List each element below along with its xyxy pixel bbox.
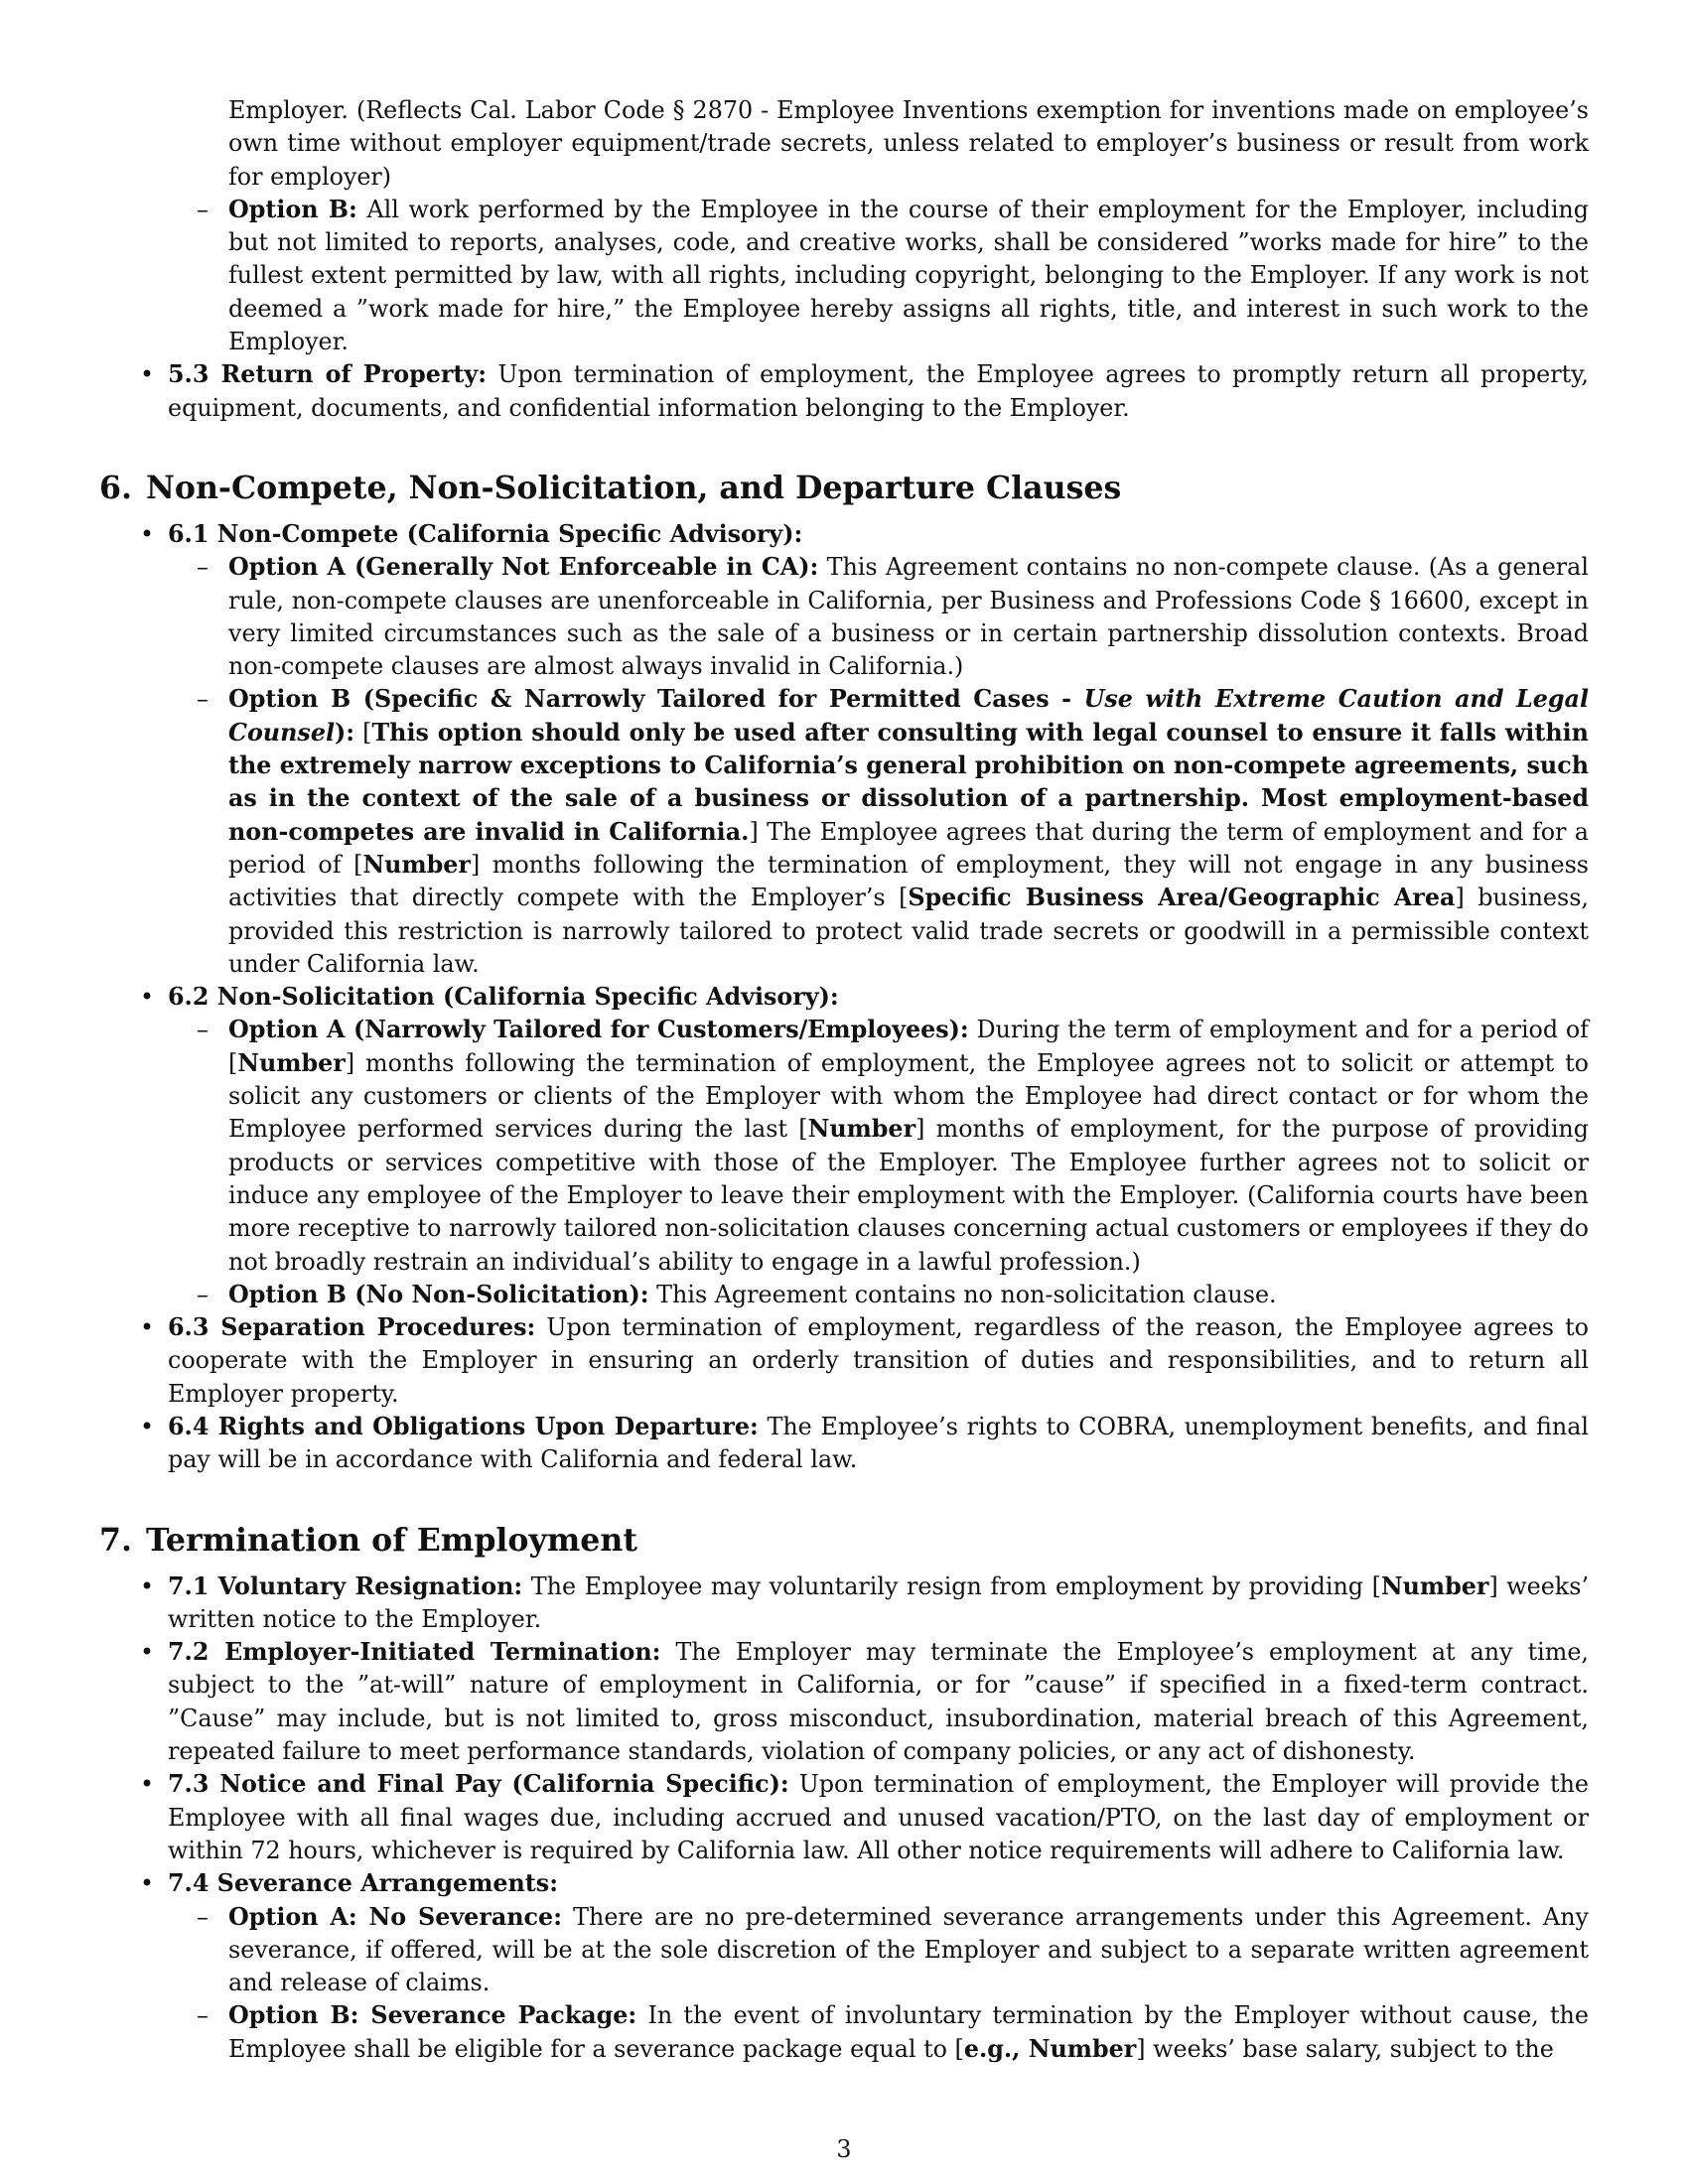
clause-label: 7.4 Severance Arrangements: [168,1869,558,1898]
clause-text: Upon termination of employment, the Employee agrees to promptly return all property, equipment, documents, and confidential information belonging to the Employer. [168,360,1589,422]
section-number: 6. [99,469,132,506]
clause-label: 7.3 Notice and Final Pay (California Specific): [168,1770,789,1799]
option-label: Option B: [228,195,357,223]
option-label: Option B (No Non-Solicitation): [228,1280,649,1308]
clause-6-3 [168,1311,1589,1411]
option-a-continuation: Employer. (Reflects Cal. Labor Code § 2870 - Employee Inventions exemption for inventions made on employee’s own time without employer equipment/trade secrets, unless related to employer’s business or result from work for employer) [228,96,1589,191]
option-label: Option A (Generally Not Enforceable in CA): [228,553,819,582]
clause-label: 7.1 Voluntary Resignation: [168,1571,523,1600]
clause-6-2 [168,981,1589,1014]
option-text: There are no pre-determined severance arrangements under this Agreement. Any severance, if offered, will be at the sole discretion of the Employer and subject to a separate written agreement and release of claims. [228,1902,1589,1997]
clause-6-1 [168,518,1589,551]
option-text: This Agreement contains no non-solicitation clause. [656,1280,1277,1308]
option-6-1-a [228,551,1589,683]
option-6-2-b [228,1279,1589,1311]
option-label: Option B (Specific & Narrowly Tailored for Permitted Cases - Use with Extreme Caution and Legal Counsel): [228,685,1590,747]
clause-text: The Employer may terminate the Employee’s employment at any time, subject to the ”at-will” nature of employment in California, or for ”cause” if specified in a fixed-term contract. ”Cause” may include, but is not limited to, gross misconduct, insubordination, material breach of this Agreement, repeated failure to meet performance standards, violation of company policies, or any act of dishonesty. [168,1638,1589,1766]
option-text: All work performed by the Employee in the course of their employment for the Employer, including but not limited to reports, analyses, code, and creative works, shall be considered ”works made for hire” to the fullest extent permitted by law, with all rights, including copyright, belonging to the Employer. If any work is not deemed a ”work made for hire,” the Employee hereby assigns all rights, title, and interest in such work to the Employer. [228,195,1589,356]
legal-warning: This option should only be used after consulting with legal counsel to ensure it falls within the extremely narrow exceptions to California’s general prohibition on non-compete agreements, such as in the context of the sale of a business or dissolution of a partnership. Most employment-based non-competes are invalid in California. [228,718,1589,846]
placeholder: Number [807,1115,916,1144]
option-text: This Agreement contains no non-compete clause. (As a general rule, non-compete clauses are unenforceable in California, per Business and Professions Code § 16600, except in very limited circumstances such as the sale of a business or in certain partnership dissolution contexts. Broad non-compete clauses are almost always invalid in California.) [228,553,1589,681]
option-label: Option A (Narrowly Tailored for Customers/Employees): [228,1016,969,1044]
clause-label: 7.2 Employer-Initiated Termination: [168,1638,661,1667]
clause-6-4 [168,1411,1589,1477]
caution-note: Use with Extreme Caution and Legal Counsel [228,685,1590,747]
document-page [99,94,1589,2066]
clause-7-3 [168,1768,1589,1867]
clause-text: Upon termination of employment, regardless of the reason, the Employee agrees to cooperate with the Employer in ensuring an orderly transition of duties and responsibilities, and to return all Employer property. [168,1313,1589,1408]
section-number: 7. [99,1521,132,1559]
option-7-4-b: – Option B: Severance Package: In the event of involuntary termination by the Employer without cause, the Employee shall be eligible for a severance package equal to [e.g., Number] weeks’ base salary, subject to the [228,1999,1589,2066]
option-7-4-a [228,1901,1589,2000]
section-title: Non-Compete, Non-Solicitation, and Departure Clauses [146,469,1122,506]
section-title: Termination of Employment [146,1521,637,1559]
option-6-1-b: – Option B (Specific & Narrowly Tailored for Permitted Cases - Use with Extreme Caution and Legal Counsel): [This option should only be used after consulting with legal counsel to ensure it falls within the extremely narrow exceptions to California’s general prohibition on non-compete agreements, such as in the context of the sale of a business or dissolution of a partnership. Most employment-based non-competes are invalid in California.] The Employee agrees that during the term of employment and for a period of [Number] months following the termination of employment, they will not engage in any business activities that directly compete with the Employer’s [Specific Business Area/Geographic Area] business, provided this restriction is narrowly tailored to protect valid trade secrets or goodwill in a permissible context under California law. [228,683,1589,981]
clause-5-3 [168,358,1589,425]
placeholder: Specific Business Area/Geographic Area [908,884,1456,912]
placeholder: e.g., Number [963,2034,1137,2063]
option-label: Option A: No Severance: [228,1902,562,1931]
clause-7-1: • 7.1 Voluntary Resignation: The Employee may voluntarily resign from employment by providing [Number] weeks’ written notice to the Employer. [168,1570,1589,1637]
clause-7-4 [168,1867,1589,1900]
clause-label: 6.2 Non-Solicitation (California Specific Advisory): [168,983,839,1012]
clause-text: The Employee’s rights to COBRA, unemployment benefits, and final pay will be in accordance with California and federal law. [168,1412,1589,1474]
placeholder: Number [362,850,471,879]
clause-7-2 [168,1636,1589,1768]
clause-label: 6.1 Non-Compete (California Specific Advisory): [168,519,803,548]
option-b-works-made-for-hire [228,194,1589,358]
page-number: 3 [836,2135,852,2163]
placeholder: Number [237,1048,346,1077]
clause-label: 5.3 Return of Property: [168,360,488,389]
clause-label: 6.3 Separation Procedures: [168,1313,536,1342]
section-7-heading [99,1521,1589,1561]
option-6-2-a: – Option A (Narrowly Tailored for Customers/Employees): During the term of employment and for a period of [Number] months following the termination of employment, the Employee agrees not to solicit or attempt to solicit any customers or clients of the Employer with whom the Employee had direct contact or for whom the Employee performed services during the last [Number] months of employment, for the purpose of providing products or services competitive with those of the Employer. The Employee further agrees not to solicit or induce any employee of the Employer to leave their employment with the Employer. (California courts have been more receptive to narrowly tailored non-solicitation clauses concerning actual customers or employees if they do not broadly restrain an individual’s ability to engage in a lawful profession.) [228,1014,1589,1278]
clause-text: Upon termination of employment, the Employer will provide the Employee with all final wages due, including accrued and unused vacation/PTO, on the last day of employment or within 72 hours, whichever is required by California law. All other notice requirements will adhere to California law. [168,1770,1589,1864]
placeholder: Number [1380,1571,1489,1600]
section-6-heading [99,469,1589,508]
clause-label: 6.4 Rights and Obligations Upon Departure: [168,1412,759,1440]
option-label: Option B: Severance Package: [228,2001,637,2030]
